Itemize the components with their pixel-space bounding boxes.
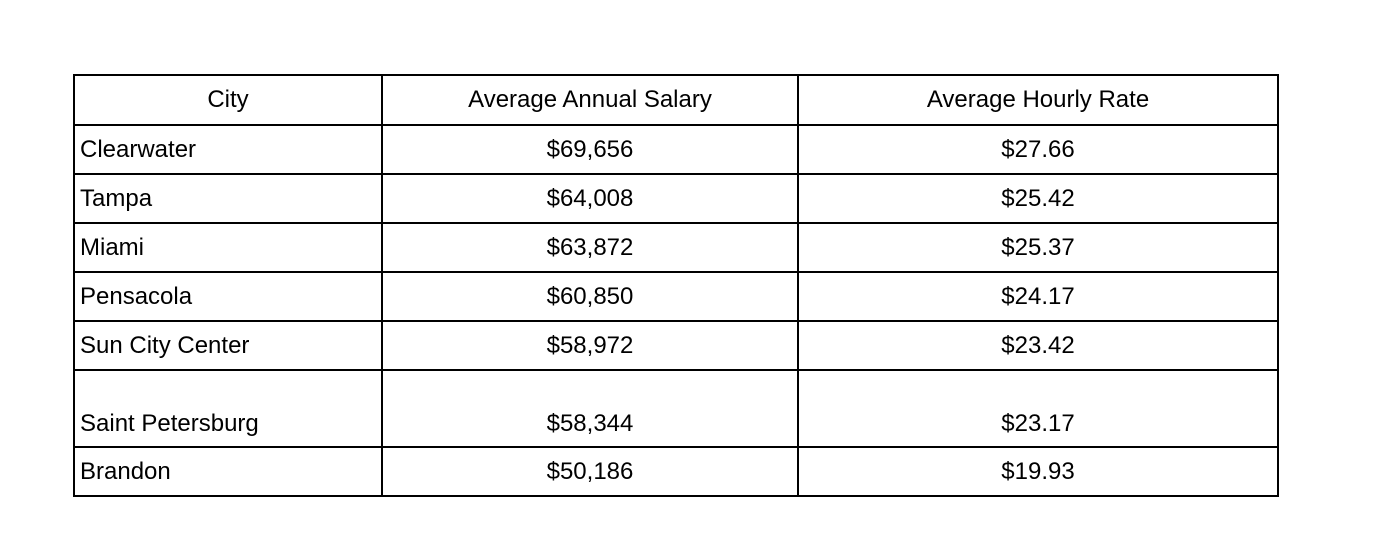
column-header-hourly-rate: Average Hourly Rate (798, 75, 1278, 125)
hourly-rate-cell: $24.17 (798, 272, 1278, 321)
annual-salary-cell: $60,850 (382, 272, 798, 321)
annual-salary-cell: $64,008 (382, 174, 798, 223)
table-header-row (74, 75, 1278, 125)
city-cell: Pensacola (74, 272, 382, 321)
hourly-rate-cell: $23.17 (798, 370, 1278, 447)
hourly-rate-cell: $19.93 (798, 447, 1278, 496)
table-row (74, 447, 1278, 496)
hourly-rate-cell: $23.42 (798, 321, 1278, 370)
column-header-annual-salary: Average Annual Salary (382, 75, 798, 125)
salary-table (73, 74, 1279, 497)
hourly-rate-cell: $27.66 (798, 125, 1278, 174)
table-row (74, 272, 1278, 321)
annual-salary-cell: $58,344 (382, 370, 798, 447)
city-cell: Tampa (74, 174, 382, 223)
annual-salary-cell: $58,972 (382, 321, 798, 370)
table-row (74, 125, 1278, 174)
city-cell: Sun City Center (74, 321, 382, 370)
table-row (74, 174, 1278, 223)
table-row (74, 370, 1278, 447)
annual-salary-cell: $50,186 (382, 447, 798, 496)
table-row (74, 223, 1278, 272)
annual-salary-cell: $69,656 (382, 125, 798, 174)
column-header-city: City (74, 75, 382, 125)
city-cell: Brandon (74, 447, 382, 496)
city-cell: Clearwater (74, 125, 382, 174)
city-cell: Saint Petersburg (74, 370, 382, 447)
hourly-rate-cell: $25.37 (798, 223, 1278, 272)
city-cell: Miami (74, 223, 382, 272)
annual-salary-cell: $63,872 (382, 223, 798, 272)
hourly-rate-cell: $25.42 (798, 174, 1278, 223)
table-row (74, 321, 1278, 370)
